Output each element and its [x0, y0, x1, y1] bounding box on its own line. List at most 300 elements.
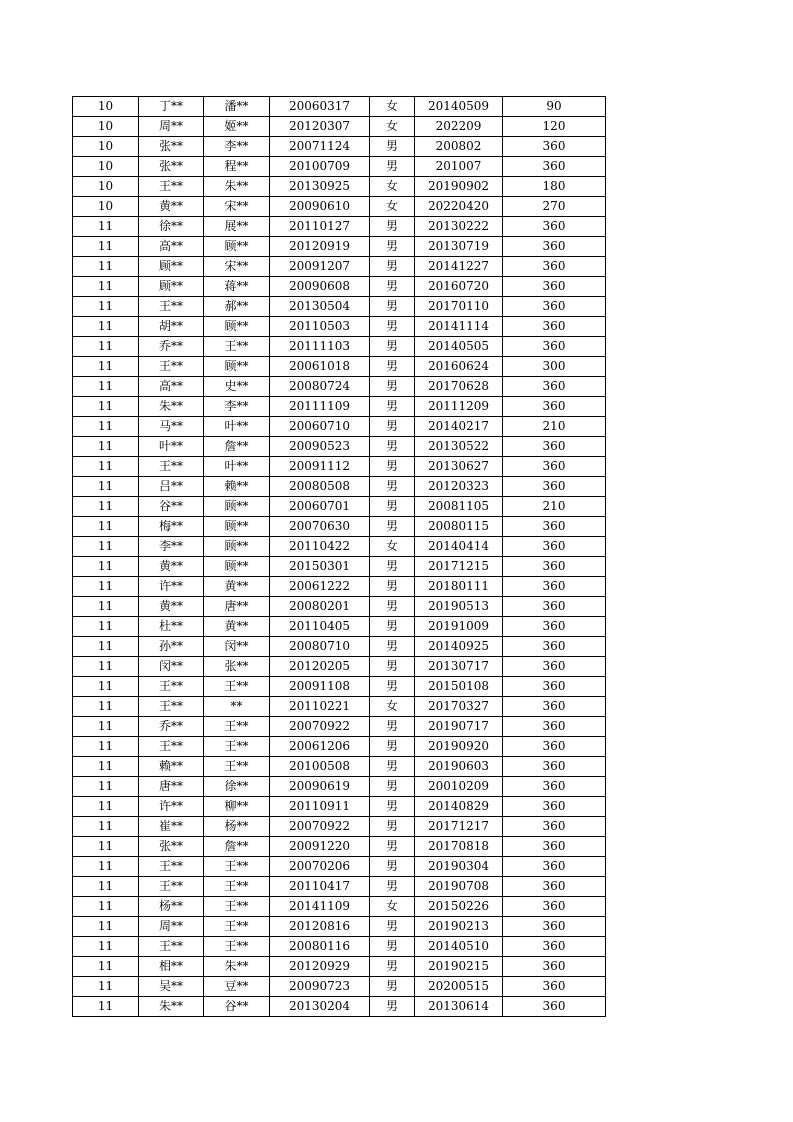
- student-name-cell: 唐**: [139, 777, 204, 797]
- gender-cell: 男: [370, 297, 415, 317]
- gender-cell: 男: [370, 677, 415, 697]
- gender-cell: 男: [370, 557, 415, 577]
- amount-cell: 360: [503, 257, 606, 277]
- student-name-cell: 朱**: [139, 997, 204, 1017]
- student-name-cell: 王**: [139, 457, 204, 477]
- table-row: [73, 897, 606, 917]
- guardian-name-cell: 朱**: [204, 177, 270, 197]
- guardian-name-cell: 姬**: [204, 117, 270, 137]
- birth-date-cell: 20070206: [270, 857, 370, 877]
- enroll-date-cell: 20150108: [415, 677, 503, 697]
- amount-cell: 360: [503, 217, 606, 237]
- guardian-name-cell: 王**: [204, 337, 270, 357]
- table-row: [73, 657, 606, 677]
- class-cell: 11: [73, 297, 139, 317]
- amount-cell: 360: [503, 937, 606, 957]
- class-cell: 11: [73, 977, 139, 997]
- gender-cell: 男: [370, 757, 415, 777]
- class-cell: 11: [73, 757, 139, 777]
- enroll-date-cell: 20080115: [415, 517, 503, 537]
- birth-date-cell: 20080508: [270, 477, 370, 497]
- birth-date-cell: 20090723: [270, 977, 370, 997]
- table-row: [73, 937, 606, 957]
- gender-cell: 男: [370, 237, 415, 257]
- enroll-date-cell: 20190920: [415, 737, 503, 757]
- gender-cell: 男: [370, 517, 415, 537]
- enroll-date-cell: 20140510: [415, 937, 503, 957]
- birth-date-cell: 20100709: [270, 157, 370, 177]
- gender-cell: 男: [370, 217, 415, 237]
- student-name-cell: 高**: [139, 377, 204, 397]
- amount-cell: 360: [503, 697, 606, 717]
- guardian-name-cell: 王**: [204, 737, 270, 757]
- enroll-date-cell: 20190902: [415, 177, 503, 197]
- amount-cell: 360: [503, 997, 606, 1017]
- student-name-cell: 梅**: [139, 517, 204, 537]
- gender-cell: 男: [370, 457, 415, 477]
- class-cell: 11: [73, 377, 139, 397]
- student-name-cell: 王**: [139, 737, 204, 757]
- birth-date-cell: 20091108: [270, 677, 370, 697]
- gender-cell: 女: [370, 697, 415, 717]
- birth-date-cell: 20061222: [270, 577, 370, 597]
- table-row: [73, 517, 606, 537]
- amount-cell: 360: [503, 717, 606, 737]
- class-cell: 11: [73, 917, 139, 937]
- class-cell: 11: [73, 557, 139, 577]
- guardian-name-cell: 柳**: [204, 797, 270, 817]
- enroll-date-cell: 20140925: [415, 637, 503, 657]
- birth-date-cell: 20130204: [270, 997, 370, 1017]
- birth-date-cell: 20110911: [270, 797, 370, 817]
- student-name-cell: 张**: [139, 157, 204, 177]
- guardian-name-cell: 潘**: [204, 97, 270, 117]
- birth-date-cell: 20060701: [270, 497, 370, 517]
- enroll-date-cell: 200802: [415, 137, 503, 157]
- table-row: [73, 677, 606, 697]
- student-name-cell: 王**: [139, 177, 204, 197]
- gender-cell: 女: [370, 197, 415, 217]
- class-cell: 11: [73, 637, 139, 657]
- student-name-cell: 张**: [139, 837, 204, 857]
- class-cell: 11: [73, 817, 139, 837]
- student-name-cell: 丁**: [139, 97, 204, 117]
- gender-cell: 男: [370, 477, 415, 497]
- gender-cell: 男: [370, 777, 415, 797]
- enroll-date-cell: 20140217: [415, 417, 503, 437]
- enroll-date-cell: 20130614: [415, 997, 503, 1017]
- class-cell: 11: [73, 677, 139, 697]
- amount-cell: 360: [503, 837, 606, 857]
- enroll-date-cell: 20220420: [415, 197, 503, 217]
- amount-cell: 360: [503, 337, 606, 357]
- guardian-name-cell: 张**: [204, 657, 270, 677]
- student-name-cell: 相**: [139, 957, 204, 977]
- birth-date-cell: 20120929: [270, 957, 370, 977]
- gender-cell: 男: [370, 637, 415, 657]
- class-cell: 11: [73, 617, 139, 637]
- enroll-date-cell: 20111209: [415, 397, 503, 417]
- amount-cell: 360: [503, 757, 606, 777]
- birth-date-cell: 20091112: [270, 457, 370, 477]
- gender-cell: 男: [370, 497, 415, 517]
- gender-cell: 男: [370, 437, 415, 457]
- gender-cell: 男: [370, 277, 415, 297]
- guardian-name-cell: 王**: [204, 717, 270, 737]
- table-row: [73, 117, 606, 137]
- enroll-date-cell: 20120323: [415, 477, 503, 497]
- guardian-name-cell: 李**: [204, 137, 270, 157]
- class-cell: 11: [73, 797, 139, 817]
- enroll-date-cell: 20140505: [415, 337, 503, 357]
- class-cell: 11: [73, 937, 139, 957]
- guardian-name-cell: 叶**: [204, 457, 270, 477]
- amount-cell: 360: [503, 477, 606, 497]
- guardian-name-cell: 詹**: [204, 437, 270, 457]
- birth-date-cell: 20120816: [270, 917, 370, 937]
- table-row: [73, 877, 606, 897]
- table-row: [73, 997, 606, 1017]
- amount-cell: 360: [503, 857, 606, 877]
- student-name-cell: 杜**: [139, 617, 204, 637]
- amount-cell: 360: [503, 957, 606, 977]
- table-row: [73, 977, 606, 997]
- student-name-cell: 顾**: [139, 277, 204, 297]
- student-name-cell: 黄**: [139, 197, 204, 217]
- guardian-name-cell: 程**: [204, 157, 270, 177]
- class-cell: 11: [73, 457, 139, 477]
- guardian-name-cell: 豆**: [204, 977, 270, 997]
- class-cell: 11: [73, 237, 139, 257]
- gender-cell: 男: [370, 137, 415, 157]
- enroll-date-cell: 201007: [415, 157, 503, 177]
- guardian-name-cell: 顾**: [204, 237, 270, 257]
- class-cell: 11: [73, 697, 139, 717]
- table-row: [73, 377, 606, 397]
- enroll-date-cell: 20190717: [415, 717, 503, 737]
- enroll-date-cell: 20190603: [415, 757, 503, 777]
- gender-cell: 男: [370, 917, 415, 937]
- student-name-cell: 黄**: [139, 597, 204, 617]
- guardian-name-cell: 赖**: [204, 477, 270, 497]
- amount-cell: 360: [503, 877, 606, 897]
- gender-cell: 女: [370, 97, 415, 117]
- student-name-cell: 许**: [139, 577, 204, 597]
- gender-cell: 男: [370, 617, 415, 637]
- enroll-date-cell: 20160624: [415, 357, 503, 377]
- table-row: [73, 277, 606, 297]
- gender-cell: 男: [370, 157, 415, 177]
- gender-cell: 男: [370, 417, 415, 437]
- table-row: [73, 197, 606, 217]
- amount-cell: 360: [503, 537, 606, 557]
- student-name-cell: 吕**: [139, 477, 204, 497]
- table-row: [73, 957, 606, 977]
- student-name-cell: 马**: [139, 417, 204, 437]
- table-row: [73, 317, 606, 337]
- table-row: [73, 777, 606, 797]
- gender-cell: 男: [370, 837, 415, 857]
- guardian-name-cell: 徐**: [204, 777, 270, 797]
- enroll-date-cell: 20190213: [415, 917, 503, 937]
- gender-cell: 男: [370, 857, 415, 877]
- birth-date-cell: 20061018: [270, 357, 370, 377]
- amount-cell: 360: [503, 237, 606, 257]
- student-name-cell: 周**: [139, 117, 204, 137]
- class-cell: 11: [73, 357, 139, 377]
- amount-cell: 360: [503, 577, 606, 597]
- student-name-cell: 高**: [139, 237, 204, 257]
- amount-cell: 300: [503, 357, 606, 377]
- amount-cell: 360: [503, 617, 606, 637]
- student-name-cell: 乔**: [139, 717, 204, 737]
- class-cell: 11: [73, 717, 139, 737]
- enroll-date-cell: 20170110: [415, 297, 503, 317]
- guardian-name-cell: 展**: [204, 217, 270, 237]
- class-cell: 11: [73, 657, 139, 677]
- student-name-cell: 王**: [139, 297, 204, 317]
- guardian-name-cell: 叶**: [204, 417, 270, 437]
- gender-cell: 男: [370, 597, 415, 617]
- class-cell: 11: [73, 437, 139, 457]
- class-cell: 11: [73, 417, 139, 437]
- amount-cell: 360: [503, 297, 606, 317]
- table-row: [73, 617, 606, 637]
- enroll-date-cell: 20010209: [415, 777, 503, 797]
- birth-date-cell: 20080724: [270, 377, 370, 397]
- gender-cell: 男: [370, 317, 415, 337]
- class-cell: 11: [73, 337, 139, 357]
- class-cell: 10: [73, 197, 139, 217]
- class-cell: 11: [73, 997, 139, 1017]
- student-name-cell: 徐**: [139, 217, 204, 237]
- birth-date-cell: 20120307: [270, 117, 370, 137]
- guardian-name-cell: 顾**: [204, 517, 270, 537]
- birth-date-cell: 20091207: [270, 257, 370, 277]
- student-name-cell: 周**: [139, 917, 204, 937]
- table-row: [73, 637, 606, 657]
- table-row: [73, 417, 606, 437]
- student-name-cell: 李**: [139, 537, 204, 557]
- gender-cell: 女: [370, 177, 415, 197]
- student-name-cell: 胡**: [139, 317, 204, 337]
- birth-date-cell: 20110422: [270, 537, 370, 557]
- birth-date-cell: 20120919: [270, 237, 370, 257]
- birth-date-cell: 20110417: [270, 877, 370, 897]
- guardian-name-cell: 王**: [204, 897, 270, 917]
- guardian-name-cell: 王**: [204, 677, 270, 697]
- amount-cell: 360: [503, 457, 606, 477]
- class-cell: 11: [73, 257, 139, 277]
- student-name-cell: 王**: [139, 937, 204, 957]
- student-name-cell: 崔**: [139, 817, 204, 837]
- amount-cell: 270: [503, 197, 606, 217]
- class-cell: 11: [73, 777, 139, 797]
- gender-cell: 男: [370, 377, 415, 397]
- guardian-name-cell: 宋**: [204, 197, 270, 217]
- student-name-cell: 张**: [139, 137, 204, 157]
- table-row: [73, 97, 606, 117]
- class-cell: 11: [73, 837, 139, 857]
- table-row: [73, 357, 606, 377]
- amount-cell: 360: [503, 157, 606, 177]
- gender-cell: 男: [370, 877, 415, 897]
- birth-date-cell: 20080116: [270, 937, 370, 957]
- amount-cell: 360: [503, 597, 606, 617]
- birth-date-cell: 20070922: [270, 717, 370, 737]
- amount-cell: 360: [503, 137, 606, 157]
- enroll-date-cell: 20190304: [415, 857, 503, 877]
- enroll-date-cell: 20200515: [415, 977, 503, 997]
- table-row: [73, 817, 606, 837]
- amount-cell: 360: [503, 517, 606, 537]
- enroll-date-cell: 20130717: [415, 657, 503, 677]
- guardian-name-cell: 唐**: [204, 597, 270, 617]
- table-row: [73, 497, 606, 517]
- class-cell: 10: [73, 117, 139, 137]
- table-row: [73, 757, 606, 777]
- class-cell: 11: [73, 517, 139, 537]
- class-cell: 11: [73, 577, 139, 597]
- student-name-cell: 吴**: [139, 977, 204, 997]
- guardian-name-cell: 黄**: [204, 617, 270, 637]
- table-row: [73, 577, 606, 597]
- table-row: [73, 337, 606, 357]
- gender-cell: 男: [370, 717, 415, 737]
- table-row: [73, 217, 606, 237]
- guardian-name-cell: 王**: [204, 937, 270, 957]
- birth-date-cell: 20111109: [270, 397, 370, 417]
- enroll-date-cell: 20081105: [415, 497, 503, 517]
- enroll-date-cell: 20130222: [415, 217, 503, 237]
- class-cell: 10: [73, 177, 139, 197]
- birth-date-cell: 20070922: [270, 817, 370, 837]
- guardian-name-cell: 顾**: [204, 537, 270, 557]
- enroll-date-cell: 20190513: [415, 597, 503, 617]
- guardian-name-cell: 黄**: [204, 577, 270, 597]
- table-row: [73, 557, 606, 577]
- guardian-name-cell: 王**: [204, 877, 270, 897]
- gender-cell: 男: [370, 737, 415, 757]
- class-cell: 11: [73, 277, 139, 297]
- class-cell: 11: [73, 957, 139, 977]
- enroll-date-cell: 20150226: [415, 897, 503, 917]
- class-cell: 11: [73, 877, 139, 897]
- amount-cell: 360: [503, 917, 606, 937]
- data-table: [72, 96, 606, 1017]
- enroll-date-cell: 20190215: [415, 957, 503, 977]
- student-name-cell: 叶**: [139, 437, 204, 457]
- birth-date-cell: 20110221: [270, 697, 370, 717]
- birth-date-cell: 20080201: [270, 597, 370, 617]
- guardian-name-cell: 王**: [204, 757, 270, 777]
- student-name-cell: 王**: [139, 877, 204, 897]
- table-row: [73, 297, 606, 317]
- amount-cell: 360: [503, 797, 606, 817]
- student-name-cell: 赖**: [139, 757, 204, 777]
- amount-cell: 120: [503, 117, 606, 137]
- gender-cell: 男: [370, 977, 415, 997]
- table-row: [73, 137, 606, 157]
- amount-cell: 360: [503, 657, 606, 677]
- enroll-date-cell: 20170628: [415, 377, 503, 397]
- student-name-cell: 杨**: [139, 897, 204, 917]
- enroll-date-cell: 20140829: [415, 797, 503, 817]
- guardian-name-cell: 朱**: [204, 957, 270, 977]
- gender-cell: 男: [370, 797, 415, 817]
- class-cell: 11: [73, 537, 139, 557]
- enroll-date-cell: 20190708: [415, 877, 503, 897]
- amount-cell: 210: [503, 497, 606, 517]
- class-cell: 10: [73, 157, 139, 177]
- gender-cell: 男: [370, 337, 415, 357]
- class-cell: 11: [73, 897, 139, 917]
- amount-cell: 360: [503, 397, 606, 417]
- amount-cell: 360: [503, 677, 606, 697]
- guardian-name-cell: 顾**: [204, 557, 270, 577]
- table-row: [73, 857, 606, 877]
- student-name-cell: 孙**: [139, 637, 204, 657]
- guardian-name-cell: 史**: [204, 377, 270, 397]
- table-row: [73, 917, 606, 937]
- birth-date-cell: 20071124: [270, 137, 370, 157]
- guardian-name-cell: 蒋**: [204, 277, 270, 297]
- amount-cell: 360: [503, 377, 606, 397]
- table-row: [73, 397, 606, 417]
- table-body: [73, 97, 606, 1017]
- birth-date-cell: 20141109: [270, 897, 370, 917]
- birth-date-cell: 20090523: [270, 437, 370, 457]
- guardian-name-cell: 郝**: [204, 297, 270, 317]
- table-row: [73, 837, 606, 857]
- amount-cell: 360: [503, 897, 606, 917]
- enroll-date-cell: 20171215: [415, 557, 503, 577]
- amount-cell: 360: [503, 437, 606, 457]
- birth-date-cell: 20110127: [270, 217, 370, 237]
- guardian-name-cell: 闵**: [204, 637, 270, 657]
- class-cell: 10: [73, 137, 139, 157]
- amount-cell: 360: [503, 557, 606, 577]
- enroll-date-cell: 20140414: [415, 537, 503, 557]
- gender-cell: 男: [370, 357, 415, 377]
- enroll-date-cell: 20170327: [415, 697, 503, 717]
- guardian-name-cell: 詹**: [204, 837, 270, 857]
- gender-cell: 女: [370, 897, 415, 917]
- table-row: [73, 717, 606, 737]
- birth-date-cell: 20130504: [270, 297, 370, 317]
- birth-date-cell: 20110405: [270, 617, 370, 637]
- enroll-date-cell: 20191009: [415, 617, 503, 637]
- birth-date-cell: 20130925: [270, 177, 370, 197]
- amount-cell: 360: [503, 777, 606, 797]
- amount-cell: 360: [503, 277, 606, 297]
- class-cell: 11: [73, 857, 139, 877]
- gender-cell: 男: [370, 397, 415, 417]
- gender-cell: 男: [370, 817, 415, 837]
- gender-cell: 男: [370, 937, 415, 957]
- enroll-date-cell: 20171217: [415, 817, 503, 837]
- table-row: [73, 157, 606, 177]
- student-name-cell: 朱**: [139, 397, 204, 417]
- birth-date-cell: 20091220: [270, 837, 370, 857]
- class-cell: 10: [73, 97, 139, 117]
- student-name-cell: 谷**: [139, 497, 204, 517]
- guardian-name-cell: 李**: [204, 397, 270, 417]
- birth-date-cell: 20070630: [270, 517, 370, 537]
- guardian-name-cell: 谷**: [204, 997, 270, 1017]
- amount-cell: 180: [503, 177, 606, 197]
- birth-date-cell: 20090619: [270, 777, 370, 797]
